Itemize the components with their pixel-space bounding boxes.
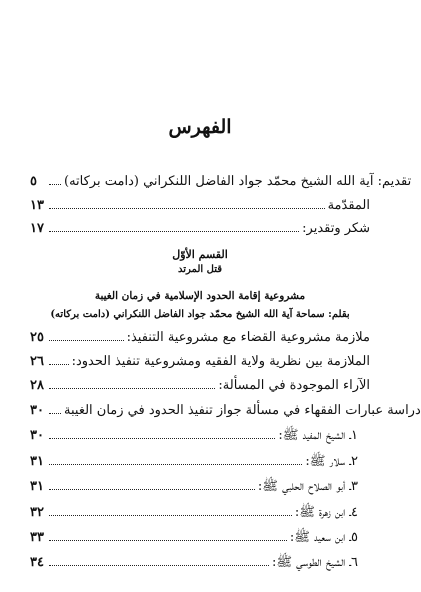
page-number: ٢٦ (30, 354, 44, 369)
section-author: بقلم: سماحة آية الله الشيخ محمّد جواد الفاضل اللنكراني (دامت بركاته) (50, 309, 350, 320)
entry-text: الآراء الموجودة في المسألة: (218, 378, 370, 393)
page-title: الفهرس (168, 116, 232, 138)
page-number: ٣٠ (30, 428, 44, 443)
toc-entry (30, 426, 370, 446)
page-number: ٢٥ (30, 330, 44, 345)
page-number: ٣١ (30, 454, 44, 469)
leader-dots (49, 478, 255, 490)
section-heading: مشروعية إقامة الحدود الإسلامية في زمان الغيبة (94, 290, 306, 302)
toc-entry (30, 401, 421, 421)
leader-dots (49, 197, 325, 209)
entry-text: ٣ـ أبو الصلاح الحلبي ﷺ: (257, 479, 358, 494)
toc-entry (30, 352, 370, 372)
entry-text: ٤ـ ابن زهرة ﷺ: (294, 505, 358, 520)
toc-entry (30, 328, 370, 348)
entry-text: ملازمة مشروعية القضاء مع مشروعية التنفيذ: (126, 330, 370, 345)
page-number: ٢٨ (30, 378, 44, 393)
leader-dots (49, 353, 69, 365)
toc-entry (30, 172, 412, 192)
toc-entry (30, 503, 370, 523)
page-number: ١٧ (30, 221, 44, 236)
leader-dots (49, 504, 292, 516)
toc-entry (30, 452, 370, 472)
part-title: قتل المرتد (177, 264, 222, 275)
entry-text: ٦ـ الشيخ الطوسي ﷺ: (271, 555, 358, 570)
entry-text: ٥ـ ابن سعيد ﷺ: (289, 530, 358, 545)
entry-text: الملازمة بين نظرية ولاية الفقيه ومشروعية تنفيذ الحدود: (71, 354, 370, 369)
page-number: ٥ (30, 174, 37, 189)
toc-entry (30, 196, 370, 216)
leader-dots (49, 554, 269, 566)
page-number: ٣٣ (30, 530, 44, 545)
leader-dots (49, 220, 299, 232)
entry-text: المقدّمة (327, 198, 370, 213)
leader-dots (49, 427, 275, 439)
entry-text: شكر وتقدير: (302, 221, 370, 236)
page-number: ٣٠ (30, 403, 44, 418)
entry-text: ٢ـ سلار ﷺ: (305, 454, 358, 469)
entry-text: ١ـ الشيخ المفيد ﷺ: (278, 428, 358, 443)
part-label: القسم الأوّل (172, 248, 228, 261)
toc-entry (30, 528, 370, 548)
leader-dots (49, 453, 302, 465)
page-number: ٣١ (30, 479, 44, 494)
toc-entry (30, 553, 370, 573)
toc-entry (30, 219, 370, 239)
toc-entry (30, 376, 370, 396)
entry-text: تقديم: آية الله الشيخ محمّد جواد الفاضل اللنكراني (دامت بركاته) (64, 174, 412, 189)
page-number: ٣٢ (30, 505, 44, 520)
leader-dots (49, 402, 61, 414)
page-number: ٣٤ (30, 555, 44, 570)
leader-dots (49, 377, 215, 389)
page-number: ١٣ (30, 198, 44, 213)
entry-text: دراسة عبارات الفقهاء في مسألة جواز تنفيذ الحدود في زمان الغيبة (64, 403, 421, 418)
leader-dots (49, 173, 61, 185)
leader-dots (49, 329, 124, 341)
leader-dots (49, 529, 287, 541)
toc-entry (30, 477, 370, 497)
